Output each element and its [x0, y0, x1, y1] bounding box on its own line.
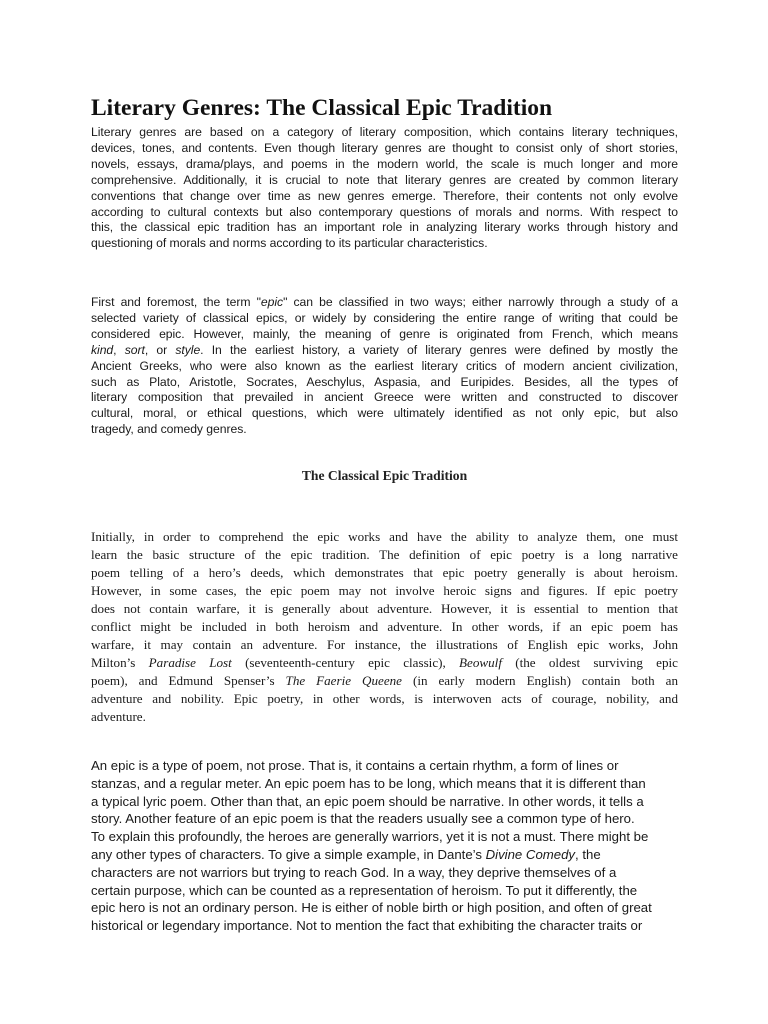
- epic-features-paragraph: [91, 757, 683, 935]
- text-line: a typical lyric poem. Other than that, an epic poem should be narrative. In other words, it tells a: [91, 793, 644, 809]
- text-line: selected variety of classical epics, or widely by considering the entire range of writing that could be: [91, 310, 678, 325]
- title-paradise-lost: Paradise Lost: [148, 655, 232, 670]
- term-kind: kind: [91, 342, 114, 357]
- text-line: historical or legendary importance. Not to mention the fact that exhibiting the character traits or: [91, 918, 643, 934]
- text-line: questioning of morals and norms according to its particular characteristics.: [91, 236, 488, 251]
- text-line: An epic is a type of poem, not prose. That is, it contains a certain rhythm, a form of lines or: [91, 758, 619, 773]
- text-line: However, in some cases, the epic poem may not involve heroic signs and figures. If epic poetry: [91, 583, 678, 598]
- text-line: according to cultural contexts but also contemporary questions of morals and norms. With respect to: [91, 204, 678, 219]
- text-line: adventure and nobility. Epic poetry, in other words, is interwoven acts of courage, nobility, and: [91, 691, 678, 706]
- title-divine-comedy: Divine Comedy: [485, 846, 576, 862]
- text-line: does not contain warfare, it is generally about adventure. However, it is essential to mention that: [91, 601, 678, 616]
- intro-paragraph: [91, 125, 678, 252]
- text-line: epic hero is not an ordinary person. He is either of noble birth or high position, and often of great: [91, 900, 652, 916]
- section-heading: The Classical Epic Tradition: [301, 468, 468, 483]
- text-line: Ancient Greeks, who were also known as the earliest literary critics of modern ancient civilization,: [91, 358, 678, 373]
- text-line: such as Plato, Aristotle, Socrates, Aeschylus, Aspasia, and Euripides. Besides, all the types of: [91, 374, 678, 389]
- text-line: To explain this profoundly, the heroes are generally warriors, yet it is not a must. There might be: [91, 829, 649, 845]
- text-line: Literary genres are based on a category of literary composition, which contains literary techniques,: [91, 125, 678, 139]
- text-line: cultural, moral, or ethical questions, which were ultimately identified as not only epic, but also: [91, 406, 678, 421]
- text-line: any other types of characters. To give a simple example, in Dante’s Divine Comedy, the: [91, 846, 601, 862]
- text-line: warfare, it may contain an adventure. For instance, the illustrations of English epic works, John: [91, 637, 678, 652]
- text-line: kind, sort, or style. In the earliest history, a variety of literary genres were defined by mostly the: [91, 342, 678, 357]
- text-line: literary composition that prevailed in ancient Greece were written and constructed to discover: [91, 390, 678, 405]
- term-style: style: [175, 342, 201, 357]
- text-line: story. Another feature of an epic poem is that the readers usually see a common type of hero.: [91, 811, 635, 827]
- title-faerie-queene: The Faerie Queene: [285, 673, 402, 688]
- text-line: tragedy, and comedy genres.: [91, 422, 247, 437]
- text-line: stanzas, and a regular meter. An epic poem has to be long, which means that it is different than: [91, 775, 646, 791]
- text-line: conventions that change over time as new genres emerge. Therefore, their contents not only evolve: [91, 188, 678, 203]
- text-line: characters are not warriors but trying to reach God. In a way, they deprive themselves of a: [91, 864, 617, 880]
- text-line: First and foremost, the term "epic" can be classified in two ways; either narrowly through a study of a: [91, 295, 678, 309]
- epic-structure-paragraph: [91, 528, 678, 726]
- definition-paragraph: [91, 295, 678, 438]
- text-line: this, the classical epic tradition has an important role in analyzing literary works through history and: [91, 220, 678, 235]
- term-sort: sort: [124, 342, 145, 357]
- text-line: considered epic. However, mainly, the meaning of genre is originated from French, which means: [91, 326, 678, 341]
- text-line: devices, tones, and contents. Even though literary genres are thought to consist only of short stories,: [91, 140, 678, 155]
- term-epic: epic: [260, 295, 284, 309]
- text-line: learn the basic structure of the epic tradition. The definition of epic poetry is a long narrative: [91, 547, 678, 562]
- text-line: Milton’s Paradise Lost (seventeenth-century epic classic), Beowulf (the oldest surviving epic: [91, 655, 678, 670]
- text-line: Initially, in order to comprehend the epic works and have the ability to analyze them, one must: [91, 529, 678, 544]
- text-line: poem telling of a hero’s deeds, which demonstrates that epic poetry generally is about heroism.: [91, 565, 678, 580]
- text-line: novels, essays, drama/plays, and poems in the modern world, the scale is much longer and more: [91, 156, 678, 171]
- text-line: certain purpose, which can be counted as a representation of heroism. To put it differently, the: [91, 882, 638, 898]
- page-title: Literary Genres: The Classical Epic Tradition: [91, 95, 553, 121]
- text-line: conflict might be included in both heroism and adventure. In other words, if an epic poem has: [91, 619, 678, 634]
- text-line: adventure.: [91, 709, 146, 724]
- title-beowulf: Beowulf: [459, 655, 502, 670]
- text-line: poem), and Edmund Spenser’s The Faerie Queene (in early modern English) contain both an: [91, 673, 679, 688]
- text-line: comprehensive. Additionally, it is crucial to note that literary genres are created by common literary: [91, 172, 678, 187]
